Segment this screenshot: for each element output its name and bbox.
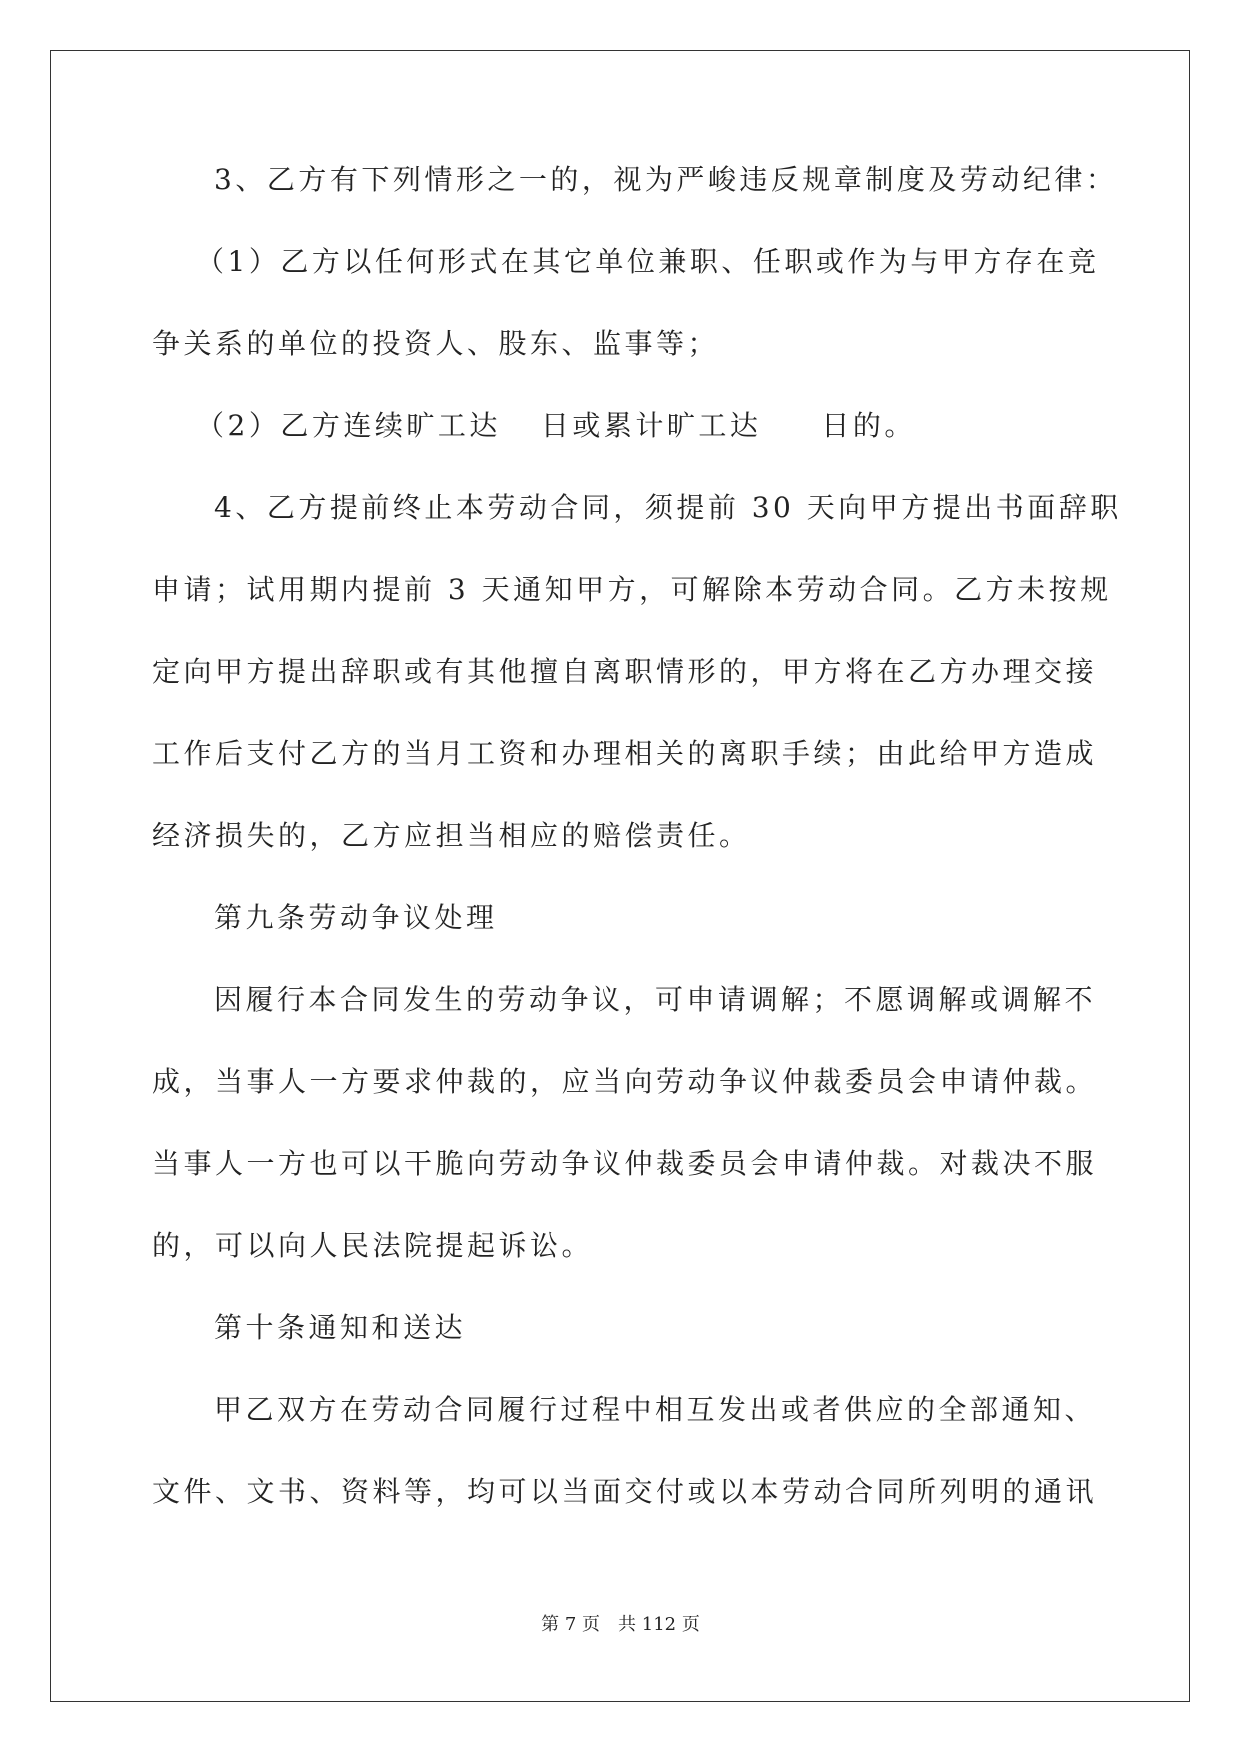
- section-heading: 第十条通知和送达: [214, 1311, 467, 1344]
- paragraph-line: 4、乙方提前终止本劳动合同，须提前 30 天向甲方提出书面辞职: [214, 491, 1122, 524]
- paragraph-line: 的，可以向人民法院提起诉讼。: [152, 1229, 594, 1262]
- paragraph-line: 经济损失的，乙方应担当相应的赔偿责任。: [152, 819, 751, 852]
- paragraph-line: （1）乙方以任何形式在其它单位兼职、任职或作为与甲方存在竞: [196, 245, 1100, 278]
- paragraph-line: 申请；试用期内提前 3 天通知甲方，可解除本劳动合同。乙方未按规: [152, 573, 1112, 606]
- paragraph-line: 因履行本合同发生的劳动争议，可申请调解；不愿调解或调解不: [214, 983, 1097, 1016]
- page-number: 第 7 页: [541, 1614, 601, 1635]
- absence-text-part-1: （2）乙方连续旷工达: [196, 409, 501, 442]
- paragraph-line: 甲乙双方在劳动合同履行过程中相互发出或者供应的全部通知、: [214, 1393, 1097, 1426]
- paragraph-line: 当事人一方也可以干脆向劳动争议仲裁委员会申请仲裁。对裁决不服: [152, 1147, 1098, 1180]
- absence-text-part-2: 日或累计旷工达: [540, 409, 762, 442]
- page-total: 共 112 页: [618, 1614, 700, 1635]
- paragraph-line: 工作后支付乙方的当月工资和办理相关的离职手续；由此给甲方造成: [152, 737, 1098, 770]
- paragraph-line: 争关系的单位的投资人、股东、监事等；: [152, 327, 720, 360]
- paragraph-line: 成，当事人一方要求仲裁的，应当向劳动争议仲裁委员会申请仲裁。: [152, 1065, 1098, 1098]
- paragraph-line: 3、乙方有下列情形之一的，视为严峻违反规章制度及劳动纪律：: [214, 163, 1118, 196]
- page-footer: [0, 1610, 1241, 1636]
- page-border: [50, 50, 1190, 1702]
- paragraph-line: 文件、文书、资料等，均可以当面交付或以本劳动合同所列明的通讯: [152, 1475, 1098, 1508]
- paragraph-line: [196, 406, 916, 446]
- absence-text-part-3: 日的。: [821, 409, 916, 442]
- section-heading: 第九条劳动争议处理: [214, 901, 498, 934]
- paragraph-line: 定向甲方提出辞职或有其他擅自离职情形的，甲方将在乙方办理交接: [152, 655, 1098, 688]
